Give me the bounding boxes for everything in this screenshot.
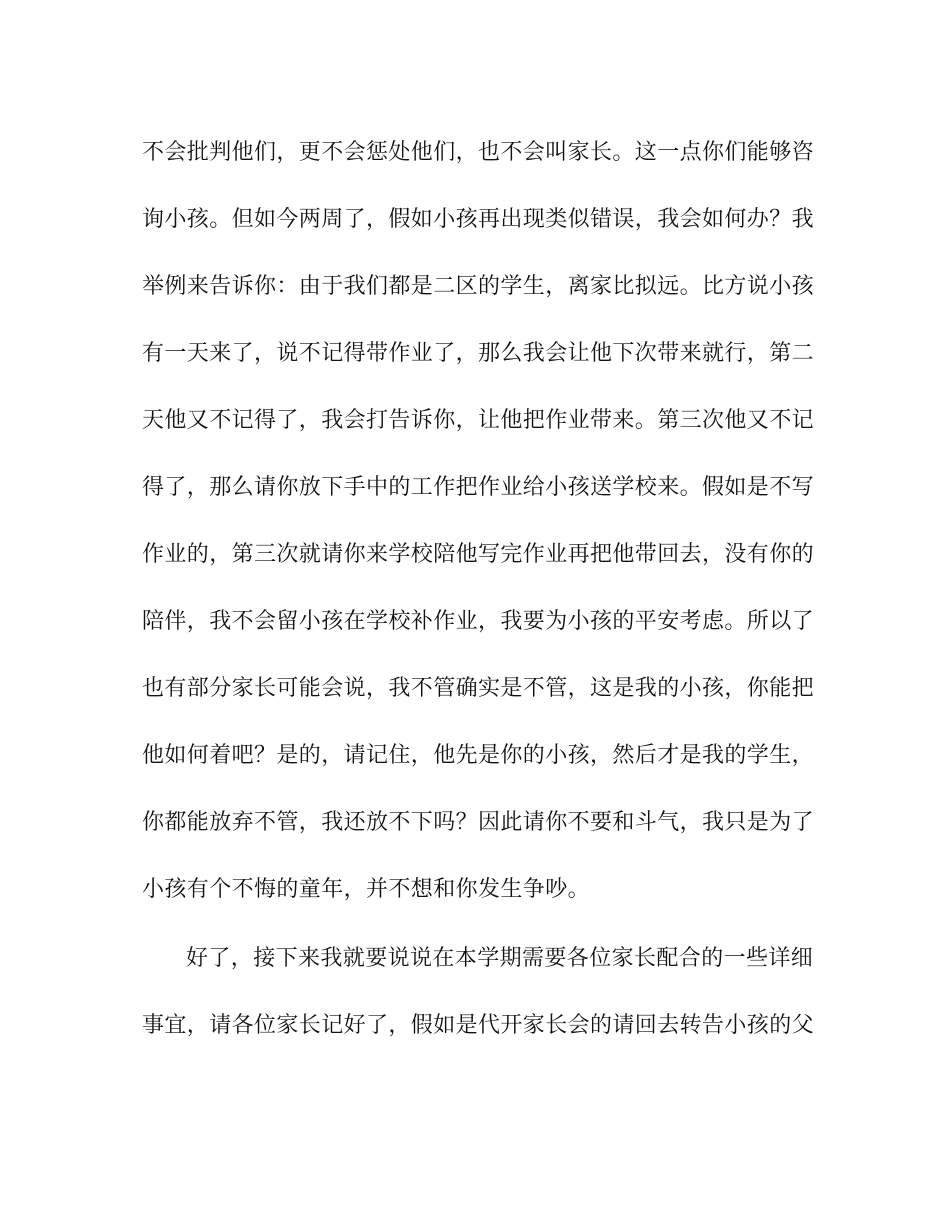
text-line: 不会批判他们，更不会惩处他们，也不会叫家长。这一点你们能够咨 bbox=[142, 140, 815, 165]
text-line: 询小孩。但如今两周了，假如小孩再出现类似错误，我会如何办？我 bbox=[142, 207, 815, 232]
text-line: 小孩有个不悔的童年，并不想和你发生争吵。 bbox=[142, 877, 591, 902]
text-line: 天他又不记得了，我会打告诉你，让他把作业带来。第三次他又不记 bbox=[142, 408, 815, 433]
text-line: 得了，那么请你放下手中的工作把作业给小孩送学校来。假如是不写 bbox=[142, 475, 815, 500]
text-line: 他如何着吧？是的，请记住，他先是你的小孩，然后才是我的学生， bbox=[142, 743, 815, 768]
text-line: 举例来告诉你：由于我们都是二区的学生，离家比拟远。比方说小孩 bbox=[142, 274, 815, 299]
text-line: 作业的，第三次就请你来学校陪他写完作业再把他带回去，没有你的 bbox=[142, 542, 815, 567]
text-line: 有一天来了，说不记得带作业了，那么我会让他下次带来就行，第二 bbox=[142, 341, 815, 366]
body-text bbox=[142, 119, 815, 1059]
text-line: 也有部分家长可能会说，我不管确实是不管，这是我的小孩，你能把 bbox=[142, 676, 815, 701]
text-line: 陪伴，我不会留小孩在学校补作业，我要为小孩的平安考虑。所以了 bbox=[142, 609, 815, 634]
paragraph-start-line: 好了，接下来我就要说说在本学期需要各位家长配合的一些详细 bbox=[186, 946, 814, 971]
text-line: 你都能放弃不管，我还放不下吗？因此请你不要和斗气，我只是为了 bbox=[142, 810, 815, 835]
text-line: 事宜，请各位家长记好了，假如是代开家长会的请回去转告小孩的父 bbox=[142, 1013, 815, 1038]
